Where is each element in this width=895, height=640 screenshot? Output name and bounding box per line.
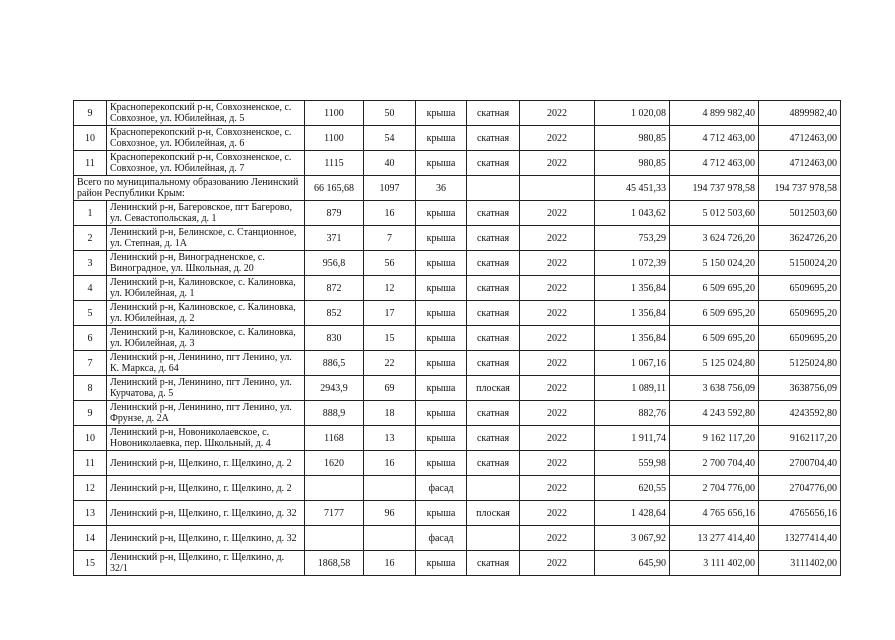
total-cost-cell: 3 111 402,00 [670,551,759,576]
total-cost-cell: 9 162 117,20 [670,426,759,451]
year-cell: 2022 [520,451,595,476]
unit-cost-cell: 559,98 [595,451,670,476]
element-cell: фасад [416,526,467,551]
total-cost-cell: 4 765 656,16 [670,501,759,526]
table-row [74,101,841,126]
total-cost-cell: 3 638 756,09 [670,376,759,401]
address-cell: Ленинский р-н, Виноградненское, с. Виноградное, ул. Школьная, д. 20 [107,251,305,276]
address-cell: Ленинский р-н, Новониколаевское, с. Новониколаевка, пер. Школьный, д. 4 [107,426,305,451]
address-cell: Ленинский р-н, Щелкино, г. Щелкино, д. 32 [107,526,305,551]
table-row [74,301,841,326]
funds-cell: 6509695,20 [759,301,841,326]
unit-cost-cell: 882,76 [595,401,670,426]
unit-cost-cell: 980,85 [595,126,670,151]
unit-cost-cell: 1 020,08 [595,101,670,126]
unit-cost-cell: 1 089,11 [595,376,670,401]
element-cell: крыша [416,251,467,276]
residents-cell: 16 [364,451,416,476]
total-cost-cell: 4 899 982,40 [670,101,759,126]
residents-cell: 54 [364,126,416,151]
year-cell: 2022 [520,476,595,501]
row-number: 7 [74,351,107,376]
row-number: 9 [74,401,107,426]
table-row [74,276,841,301]
row-number: 12 [74,476,107,501]
residents-cell: 18 [364,401,416,426]
residents-cell: 96 [364,501,416,526]
year-cell: 2022 [520,551,595,576]
area-cell: 66 165,68 [305,176,364,201]
funds-cell: 4765656,16 [759,501,841,526]
unit-cost-cell: 753,29 [595,226,670,251]
address-cell: Красноперекопский р-н, Совхозненское, с. Совхозное, ул. Юбилейная, д. 7 [107,151,305,176]
roof-type-cell: скатная [467,251,520,276]
funds-cell: 5012503,60 [759,201,841,226]
total-cost-cell: 5 125 024,80 [670,351,759,376]
unit-cost-cell: 1 428,64 [595,501,670,526]
roof-type-cell: скатная [467,126,520,151]
address-cell: Ленинский р-н, Ленинино, пгт Ленино, ул. Фрунзе, д. 2А [107,401,305,426]
funds-cell: 2704776,00 [759,476,841,501]
funds-cell: 194 737 978,58 [759,176,841,201]
area-cell: 830 [305,326,364,351]
roof-type-cell: скатная [467,326,520,351]
year-cell: 2022 [520,401,595,426]
total-cost-cell: 2 700 704,40 [670,451,759,476]
row-number: 11 [74,151,107,176]
year-cell: 2022 [520,376,595,401]
address-cell: Ленинский р-н, Щелкино, г. Щелкино, д. 32/1 [107,551,305,576]
area-cell: 886,5 [305,351,364,376]
element-cell: крыша [416,501,467,526]
table-row [74,476,841,501]
address-cell: Красноперекопский р-н, Совхозненское, с. Совхозное, ул. Юбилейная, д. 5 [107,101,305,126]
row-number: 13 [74,501,107,526]
element-cell: крыша [416,201,467,226]
funds-cell: 6509695,20 [759,276,841,301]
row-number: 5 [74,301,107,326]
address-cell: Ленинский р-н, Щелкино, г. Щелкино, д. 2 [107,476,305,501]
funds-cell: 4899982,40 [759,101,841,126]
year-cell [520,176,595,201]
residents-cell: 12 [364,276,416,301]
table-row [74,326,841,351]
area-cell: 879 [305,201,364,226]
address-cell: Ленинский р-н, Ленинино, пгт Ленино, ул. К. Маркса, д. 64 [107,351,305,376]
unit-cost-cell: 1 072,39 [595,251,670,276]
row-number: 8 [74,376,107,401]
year-cell: 2022 [520,201,595,226]
table-row [74,401,841,426]
roof-type-cell: скатная [467,276,520,301]
roof-type-cell: скатная [467,451,520,476]
address-cell: Ленинский р-н, Калиновское, с. Калиновка, ул. Юбилейная, д. 3 [107,326,305,351]
total-cost-cell: 5 150 024,20 [670,251,759,276]
element-cell: крыша [416,426,467,451]
area-cell: 1620 [305,451,364,476]
table-row [74,201,841,226]
year-cell: 2022 [520,126,595,151]
table-row [74,351,841,376]
element-cell: крыша [416,226,467,251]
funds-cell: 3624726,20 [759,226,841,251]
roof-type-cell: скатная [467,426,520,451]
area-cell: 956,8 [305,251,364,276]
residents-cell: 56 [364,251,416,276]
unit-cost-cell: 1 911,74 [595,426,670,451]
element-cell: крыша [416,301,467,326]
element-cell: фасад [416,476,467,501]
year-cell: 2022 [520,526,595,551]
total-cost-cell: 4 712 463,00 [670,126,759,151]
unit-cost-cell: 1 356,84 [595,326,670,351]
total-cost-cell: 13 277 414,40 [670,526,759,551]
element-cell: крыша [416,351,467,376]
table-row [74,526,841,551]
repair-program-table [73,100,841,576]
residents-cell: 7 [364,226,416,251]
residents-cell: 15 [364,326,416,351]
row-number: 3 [74,251,107,276]
area-cell: 7177 [305,501,364,526]
funds-cell: 4243592,80 [759,401,841,426]
year-cell: 2022 [520,226,595,251]
residents-cell [364,526,416,551]
element-cell: крыша [416,376,467,401]
year-cell: 2022 [520,276,595,301]
roof-type-cell [467,526,520,551]
funds-cell: 5125024,80 [759,351,841,376]
area-cell [305,526,364,551]
residents-cell: 17 [364,301,416,326]
element-cell: крыша [416,101,467,126]
year-cell: 2022 [520,101,595,126]
roof-type-cell [467,476,520,501]
table-row [74,426,841,451]
address-cell: Ленинский р-н, Калиновское, с. Калиновка, ул. Юбилейная, д. 2 [107,301,305,326]
unit-cost-cell: 45 451,33 [595,176,670,201]
roof-type-cell: скатная [467,301,520,326]
element-cell: крыша [416,151,467,176]
area-cell: 1100 [305,126,364,151]
area-cell: 371 [305,226,364,251]
roof-type-cell: плоская [467,501,520,526]
address-cell: Ленинский р-н, Щелкино, г. Щелкино, д. 2 [107,451,305,476]
roof-type-cell: плоская [467,376,520,401]
roof-type-cell: скатная [467,226,520,251]
area-cell: 2943,9 [305,376,364,401]
address-cell: Ленинский р-н, Калиновское, с. Калиновка, ул. Юбилейная, д. 1 [107,276,305,301]
residents-cell: 16 [364,201,416,226]
funds-cell: 5150024,20 [759,251,841,276]
residents-cell: 16 [364,551,416,576]
area-cell: 1115 [305,151,364,176]
funds-cell: 9162117,20 [759,426,841,451]
roof-type-cell: скатная [467,101,520,126]
table-row [74,451,841,476]
table-row [74,551,841,576]
element-cell: крыша [416,326,467,351]
unit-cost-cell: 1 356,84 [595,276,670,301]
funds-cell: 4712463,00 [759,151,841,176]
year-cell: 2022 [520,426,595,451]
residents-cell [364,476,416,501]
funds-cell: 6509695,20 [759,326,841,351]
row-number: 11 [74,451,107,476]
row-number: 1 [74,201,107,226]
total-cost-cell: 5 012 503,60 [670,201,759,226]
unit-cost-cell: 1 043,62 [595,201,670,226]
element-cell: крыша [416,551,467,576]
row-number: 4 [74,276,107,301]
total-cost-cell: 3 624 726,20 [670,226,759,251]
residents-cell: 1097 [364,176,416,201]
roof-type-cell: скатная [467,151,520,176]
unit-cost-cell: 980,85 [595,151,670,176]
address-cell: Ленинский р-н, Щелкино, г. Щелкино, д. 32 [107,501,305,526]
area-cell: 852 [305,301,364,326]
row-number: 2 [74,226,107,251]
unit-cost-cell: 645,90 [595,551,670,576]
funds-cell: 3111402,00 [759,551,841,576]
total-row [74,176,841,201]
funds-cell: 3638756,09 [759,376,841,401]
residents-cell: 40 [364,151,416,176]
area-cell: 872 [305,276,364,301]
element-cell: крыша [416,401,467,426]
area-cell: 1868,58 [305,551,364,576]
table-row [74,376,841,401]
total-cost-cell: 4 243 592,80 [670,401,759,426]
element-cell: крыша [416,126,467,151]
total-cost-cell: 6 509 695,20 [670,276,759,301]
funds-cell: 2700704,40 [759,451,841,476]
table-row [74,126,841,151]
roof-type-cell: скатная [467,551,520,576]
unit-cost-cell: 620,55 [595,476,670,501]
unit-cost-cell: 1 356,84 [595,301,670,326]
address-cell: Красноперекопский р-н, Совхозненское, с. Совхозное, ул. Юбилейная, д. 6 [107,126,305,151]
table-row [74,226,841,251]
residents-cell: 22 [364,351,416,376]
residents-cell: 13 [364,426,416,451]
address-cell: Ленинский р-н, Ленинино, пгт Ленино, ул. Курчатова, д. 5 [107,376,305,401]
total-cost-cell: 6 509 695,20 [670,326,759,351]
table-row [74,501,841,526]
element-cell: крыша [416,276,467,301]
row-number: 9 [74,101,107,126]
unit-cost-cell: 3 067,92 [595,526,670,551]
funds-cell: 13277414,40 [759,526,841,551]
roof-type-cell: скатная [467,401,520,426]
area-cell: 1100 [305,101,364,126]
funds-cell: 4712463,00 [759,126,841,151]
total-label: Всего по муниципальному образованию Ленинский район Республики Крым: [74,176,305,201]
area-cell: 1168 [305,426,364,451]
year-cell: 2022 [520,151,595,176]
unit-cost-cell: 1 067,16 [595,351,670,376]
element-cell: 36 [416,176,467,201]
table-row [74,251,841,276]
year-cell: 2022 [520,351,595,376]
total-cost-cell: 6 509 695,20 [670,301,759,326]
roof-type-cell: скатная [467,351,520,376]
year-cell: 2022 [520,326,595,351]
row-number: 14 [74,526,107,551]
table-body [74,101,841,576]
element-cell: крыша [416,451,467,476]
row-number: 10 [74,126,107,151]
total-cost-cell: 4 712 463,00 [670,151,759,176]
row-number: 10 [74,426,107,451]
address-cell: Ленинский р-н, Багеровское, пгт Багерово, ул. Севастопольская, д. 1 [107,201,305,226]
roof-type-cell: скатная [467,201,520,226]
row-number: 6 [74,326,107,351]
row-number: 15 [74,551,107,576]
area-cell [305,476,364,501]
area-cell: 888,9 [305,401,364,426]
roof-type-cell [467,176,520,201]
table-row [74,151,841,176]
year-cell: 2022 [520,301,595,326]
total-cost-cell: 2 704 776,00 [670,476,759,501]
total-cost-cell: 194 737 978,58 [670,176,759,201]
year-cell: 2022 [520,501,595,526]
residents-cell: 50 [364,101,416,126]
address-cell: Ленинский р-н, Белинское, с. Станционное, ул. Степная, д. 1А [107,226,305,251]
year-cell: 2022 [520,251,595,276]
residents-cell: 69 [364,376,416,401]
